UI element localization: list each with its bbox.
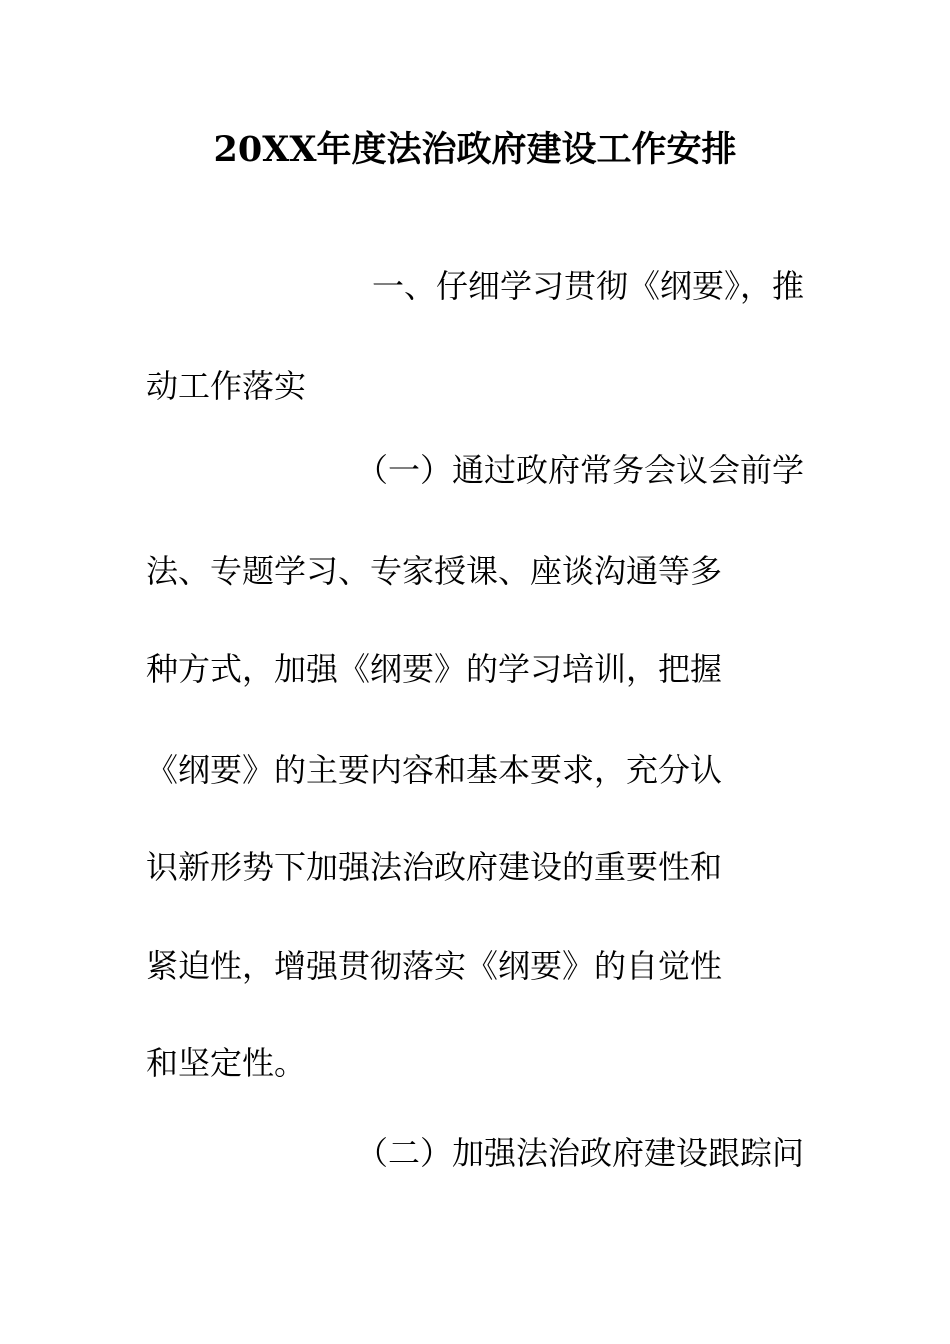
- paragraph-1-line-7: 和坚定性。: [146, 1044, 307, 1082]
- section-heading-1: 一、仔细学习贯彻《纲要》，推: [371, 267, 804, 305]
- paragraph-1-line-2: 法、专题学习、专家授课、座谈沟通等多: [146, 552, 723, 590]
- paragraph-2-line-1: （二）加强法治政府建设跟踪问: [355, 1134, 804, 1172]
- paragraph-1-line-6: 紧迫性，增强贯彻落实《纲要》的自觉性: [146, 947, 723, 985]
- document-title: 20XX年度法治政府建设工作安排: [213, 129, 737, 170]
- paragraph-1-line-3: 种方式，加强《纲要》的学习培训，把握: [146, 650, 723, 688]
- section-heading-1-cont: 动工作落实: [146, 367, 307, 405]
- paragraph-1-line-1: （一）通过政府常务会议会前学: [355, 451, 804, 489]
- paragraph-1-line-5: 识新形势下加强法治政府建设的重要性和: [146, 848, 723, 886]
- paragraph-1-line-4: 《纲要》的主要内容和基本要求，充分认: [146, 751, 723, 789]
